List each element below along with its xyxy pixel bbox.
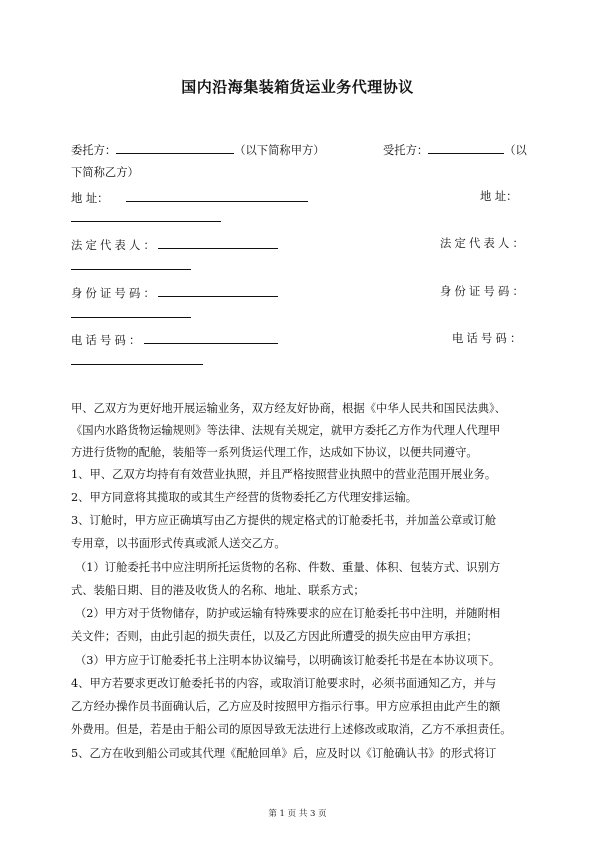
body-line: 乙方经办操作员书面确认后，乙方应及时按照甲方指示行事。甲方应承担由此产生的额 xyxy=(71,700,501,713)
body-line: 《国内水路货物运输规则》等法律、法规有关规定，就甲方委托乙方作为代理人代理甲 xyxy=(71,424,501,437)
body-line: （2）甲方对于货物储存，防护或运输有特殊要求的应在订舱委托书中注明，并随附相 xyxy=(75,607,501,620)
body-line: 甲、乙双方为更好地开展运输业务，双方经友好协商，根据《中华人民共和国民法典》、 xyxy=(71,402,506,415)
agent-label: 受托方： xyxy=(383,144,429,157)
body-line: 1、甲、乙双方均持有有效营业执照，并且严格按照营业执照中的营业范围开展业务。 xyxy=(71,468,497,481)
agent-legal-rep-label: 法定代表人： xyxy=(440,237,527,250)
page-footer: 第 1 页 共 3 页 xyxy=(268,809,327,819)
agent-address-label: 地 址： xyxy=(480,190,518,203)
client-label: 委托方： xyxy=(71,144,117,157)
client-address-blank[interactable] xyxy=(126,190,308,202)
address-row-left xyxy=(71,190,526,206)
agent-address-blank[interactable] xyxy=(71,210,221,222)
document-title: 国内沿海集装箱货运业务代理协议 xyxy=(181,78,414,96)
body-line: 5、乙方在收到船公司或其代理《配舱回单》后，应及时以《订舱确认书》的形式将订 xyxy=(71,747,497,760)
agent-phone-blank[interactable] xyxy=(71,353,203,365)
body-line: （3）甲方应于订舱委托书上注明本协议编号，以明确该订舱委托书是在本协议项下。 xyxy=(75,654,501,667)
client-blank[interactable] xyxy=(116,142,234,154)
client-note: （以下简称甲方） xyxy=(234,144,325,157)
body-line: （1）订舱委托书中应注明所托运货物的名称、件数、重量、体积、包装方式、识别方 xyxy=(75,561,501,574)
agent-id-label: 身份证号码： xyxy=(440,285,527,298)
body-line: 方进行货物的配舱，装船等一系列货运代理工作，达成如下协议，以便共同遵守。 xyxy=(71,446,478,459)
client-id-blank[interactable] xyxy=(158,285,278,297)
agent-note: （以 xyxy=(504,144,527,157)
body-line: 4、甲方若要求更改订舱委托书的内容，或取消订舱要求时，必须书面通知乙方，并与 xyxy=(71,677,497,690)
client-phone-blank[interactable] xyxy=(144,332,278,344)
body-line: 式、装船日期、目的港及收货人的名称、地址、联系方式； xyxy=(71,584,365,597)
agent-blank[interactable] xyxy=(428,142,504,154)
phone-label: 电话号码： xyxy=(71,334,144,347)
agent-address-line xyxy=(71,210,526,226)
body-line: 2、甲方同意将其揽取的或其生产经营的货物委托乙方代理安排运输。 xyxy=(71,491,418,504)
agent-id-line xyxy=(71,306,526,322)
address-label: 地 址： xyxy=(71,192,109,205)
body-line: 专用章，以书面形式传真或派人送交乙方。 xyxy=(71,537,286,550)
body-line: 关文件；否则，由此引起的损失责任，以及乙方因此所遭受的损失应由甲方承担； xyxy=(71,630,478,643)
body-line: 3、订舱时，甲方应正确填写由乙方提供的规定格式的订舱委托书，并加盖公章或订舱 xyxy=(71,514,497,527)
agent-phone-label: 电话号码： xyxy=(452,332,525,345)
agent-id-blank[interactable] xyxy=(71,306,191,318)
legal-rep-label: 法定代表人： xyxy=(71,239,158,252)
id-label: 身份证号码： xyxy=(71,287,158,300)
agent-note-continued: 下简称乙方） xyxy=(71,166,139,179)
agent-legal-rep-blank[interactable] xyxy=(71,258,191,270)
agent-legal-rep-line xyxy=(71,258,526,274)
client-legal-rep-blank[interactable] xyxy=(158,237,278,249)
agent-row xyxy=(383,142,527,158)
body-line: 外费用。但是，若是由于船公司的原因导致无法进行上述修改或取消，乙方不承担责任。 xyxy=(71,723,512,736)
agent-phone-line xyxy=(71,353,526,369)
